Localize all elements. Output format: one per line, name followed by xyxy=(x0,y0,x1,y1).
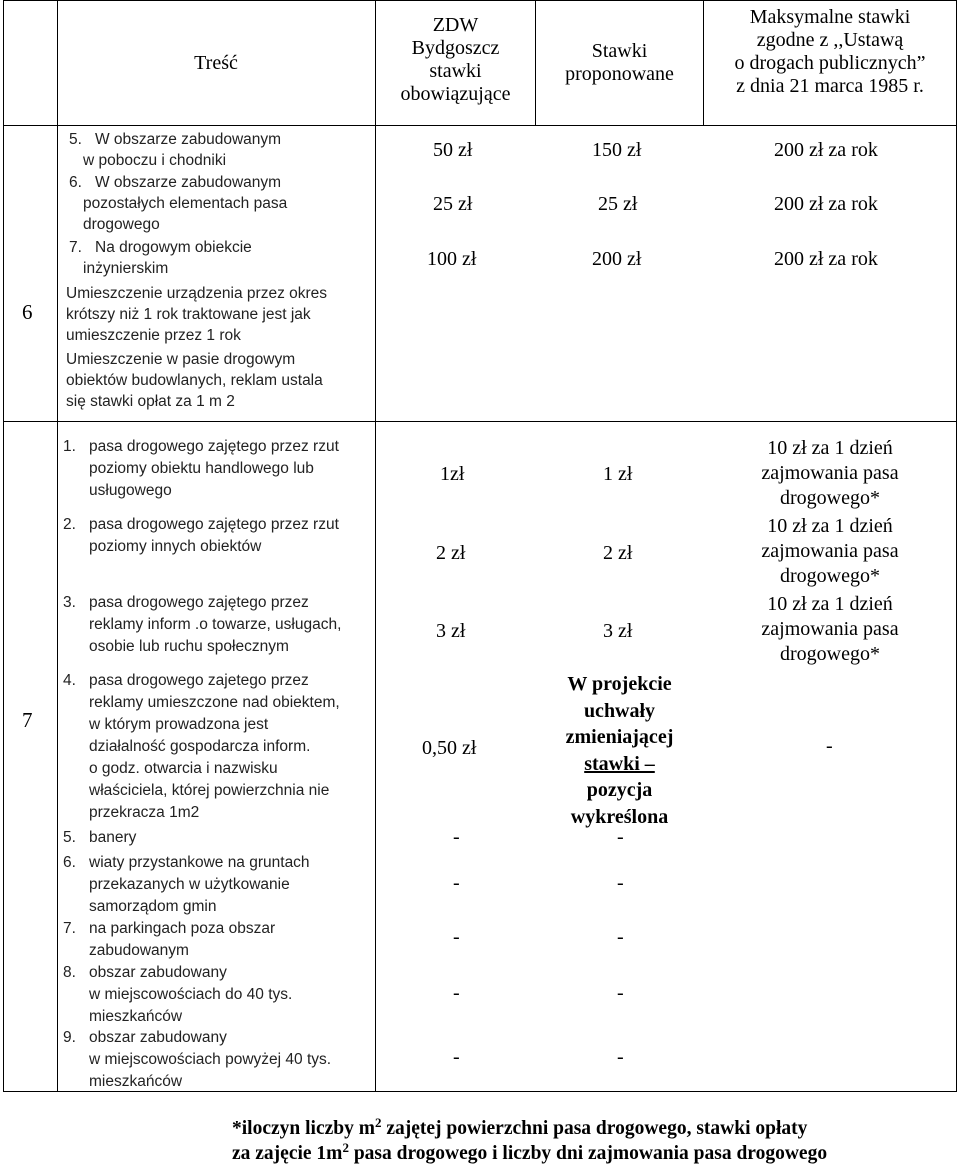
header-zdw: ZDW Bydgoszcz stawki obowiązujące xyxy=(400,14,511,105)
row7-value-zdw-1: 1zł xyxy=(440,463,465,485)
row7-value-zdw-9: - xyxy=(453,1046,460,1068)
row6-value-prop-1: 150 zł xyxy=(592,139,642,161)
row7-value-zdw-6: - xyxy=(453,872,460,894)
row7-value-prop-7: - xyxy=(617,926,624,948)
row6-value-prop-2: 25 zł xyxy=(598,193,638,215)
footnote: *iloczyn liczby $m^2$ zajętej powierzchni pasa drogowego, stawki opłaty za zajęcie $1m^2$ pasa drogowego i liczby dni zajmowania pasa drogowego xyxy=(232,1115,828,1164)
row7-item-4: 4. pasa drogowego zajetego przez reklamy umieszczone nad obiektem, w którym prowadzona jest działalność gospodarcza inform. o godz. otwarcia i nazwisku właściciela, której powierzchnia nie przekracza 1m2 xyxy=(63,672,340,821)
row7-item-2: 2. pasa drogowego zajętego przez rzut poziomy innych obiektów xyxy=(63,516,339,555)
row7-value-prop-6: - xyxy=(617,872,624,894)
row7-item-8: 8. obszar zabudowany w miejscowościach do 40 tys. mieszkańców xyxy=(63,964,293,1025)
row6-value-zdw-3: 100 zł xyxy=(427,248,477,270)
row7-value-max-2: 10 zł za 1 dzień zajmowania pasa drogowego* xyxy=(761,515,899,587)
row6-value-zdw-2: 25 zł xyxy=(433,193,473,215)
row6-note-1: Umieszczenie urządzenia przez okres krótszy niż 1 rok traktowane jest jak umieszczenie przez 1 rok xyxy=(66,285,328,344)
row7-value-prop-5: - xyxy=(617,826,624,848)
row7-item-6: 6. wiaty przystankowe na gruntach przekazanych w użytkowanie samorządom gmin xyxy=(63,854,310,915)
row6-item-7: 7. Na drogowym obiekcie inżynierskim xyxy=(69,239,252,277)
header-tresc: Treść xyxy=(194,52,238,74)
row6-value-max-1: 200 zł za rok xyxy=(774,139,878,161)
row7-item-5: 5. banery xyxy=(63,829,137,846)
row7-value-prop-2: 2 zł xyxy=(603,542,633,564)
row7-value-zdw-5: - xyxy=(453,826,460,848)
row7-item-3: 3. pasa drogowego zajętego przez reklamy inform .o towarze, usługach, osobie lub ruchu społecznym xyxy=(63,594,342,655)
row6-item-5: 5. W obszarze zabudowanym w poboczu i chodniki xyxy=(69,131,282,169)
row7-value-prop-1: 1 zł xyxy=(603,463,633,485)
row7-value-prop-9: - xyxy=(617,1046,624,1068)
row7-item-1: 1. pasa drogowego zajętego przez rzut poziomy obiektu handlowego lub usługowego xyxy=(63,438,339,499)
row7-value-zdw-7: - xyxy=(453,926,460,948)
row7-value-zdw-8: - xyxy=(453,982,460,1004)
row6-note-2: Umieszczenie w pasie drogowym obiektów budowlanych, reklam ustala się stawki opłat za 1 m 2 xyxy=(66,351,323,410)
header-proponowane: Stawki proponowane xyxy=(565,40,674,85)
row7-value-prop-8: - xyxy=(617,982,624,1004)
row7-number: 7 xyxy=(22,708,33,732)
row7-value-max-1: 10 zł za 1 dzień zajmowania pasa drogowego* xyxy=(761,437,899,509)
row6-value-prop-3: 200 zł xyxy=(592,248,642,270)
row7-item-9: 9. obszar zabudowany w miejscowościach powyżej 40 tys. mieszkańców xyxy=(63,1029,332,1090)
row7-value-prop-4: W projekcie uchwały zmieniającej stawki – pozycja wykreślona xyxy=(565,673,674,828)
header-maksymalne: Maksymalne stawki zgodne z ,,Ustawą o drogach publicznych” z dnia 21 marca 1985 r. xyxy=(734,6,926,97)
row6-item-6: 6. W obszarze zabudowanym pozostałych elementach pasa drogowego xyxy=(69,174,288,233)
row7-value-prop-3: 3 zł xyxy=(603,620,633,642)
row6-number: 6 xyxy=(22,300,33,324)
row6-value-zdw-1: 50 zł xyxy=(433,139,473,161)
row7-value-zdw-2: 2 zł xyxy=(436,542,466,564)
row6-value-max-3: 200 zł za rok xyxy=(774,248,878,270)
row7-value-zdw-3: 3 zł xyxy=(436,620,466,642)
row7-value-max-3: 10 zł za 1 dzień zajmowania pasa drogowego* xyxy=(761,593,899,665)
row7-value-zdw-4: 0,50 zł xyxy=(422,737,477,759)
row7-item-7: 7. na parkingach poza obszar zabudowanym xyxy=(63,920,276,959)
row6-value-max-2: 200 zł za rok xyxy=(774,193,878,215)
row7-value-max-4: - xyxy=(826,735,833,757)
